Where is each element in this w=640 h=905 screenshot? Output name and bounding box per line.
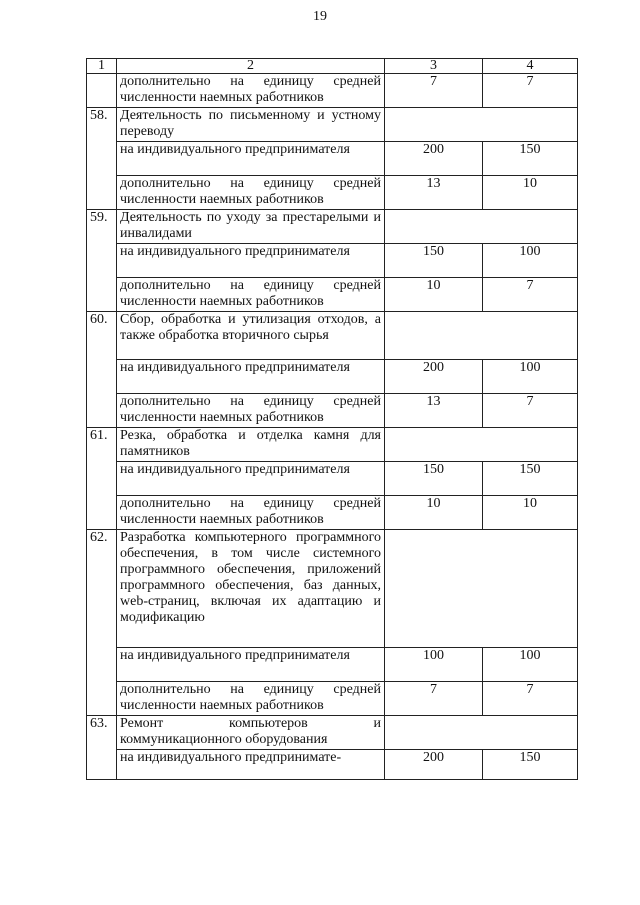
empty-value-cell: [385, 716, 578, 750]
row-text: на индивидуального предпринимателя: [117, 360, 385, 394]
row-number: [87, 682, 117, 716]
table-header-row: [87, 59, 578, 74]
empty-value-cell: [385, 428, 578, 462]
row-number: 58.: [87, 108, 117, 142]
table-row: [87, 428, 578, 462]
row-text: Сбор, обработка и утилизация отходов, а также обработка вторичного сырья: [117, 312, 385, 360]
table-row: [87, 278, 578, 312]
empty-value-cell: [385, 530, 578, 648]
row-number: [87, 648, 117, 682]
table-row: [87, 360, 578, 394]
row-text: на индивидуального предпринимателя: [117, 142, 385, 176]
row-number: 60.: [87, 312, 117, 360]
row-text: на индивидуального предпринимателя: [117, 244, 385, 278]
row-number: [87, 244, 117, 278]
tax-rates-table: [86, 58, 578, 780]
row-text: дополнительно на единицу средней численности наемных работников: [117, 496, 385, 530]
row-number: [87, 360, 117, 394]
rate-value: 10: [385, 496, 483, 530]
rate-value: 100: [483, 360, 578, 394]
rate-value: 100: [483, 648, 578, 682]
table-row: [87, 108, 578, 142]
row-text: дополнительно на единицу средней численности наемных работников: [117, 278, 385, 312]
rate-value: 13: [385, 394, 483, 428]
table-row: [87, 716, 578, 750]
rate-value: 150: [385, 244, 483, 278]
row-text: Резка, обработка и отделка камня для памятников: [117, 428, 385, 462]
row-number: [87, 176, 117, 210]
column-header: 1: [87, 59, 117, 74]
empty-value-cell: [385, 312, 578, 360]
rate-value: 150: [385, 462, 483, 496]
row-text: на индивидуального предпринимателя: [117, 648, 385, 682]
rate-value: 7: [483, 74, 578, 108]
table-row: [87, 750, 578, 780]
rate-value: 7: [483, 394, 578, 428]
page-number: 19: [313, 9, 327, 24]
rate-value: 200: [385, 360, 483, 394]
table-row: [87, 462, 578, 496]
rate-value: 10: [483, 176, 578, 210]
table-row: [87, 176, 578, 210]
table-row: [87, 648, 578, 682]
rate-value: 150: [483, 750, 578, 780]
row-number: 59.: [87, 210, 117, 244]
row-text: Деятельность по письменному и устному переводу: [117, 108, 385, 142]
row-text: на индивидуального предпринимателя: [117, 462, 385, 496]
row-text: дополнительно на единицу средней численности наемных работников: [117, 176, 385, 210]
table-row: [87, 74, 578, 108]
rate-value: 150: [483, 462, 578, 496]
row-number: [87, 278, 117, 312]
rate-value: 7: [483, 278, 578, 312]
row-text: Ремонт компьютеров и коммуникационного оборудования: [117, 716, 385, 750]
row-text: дополнительно на единицу средней численности наемных работников: [117, 682, 385, 716]
row-number: [87, 496, 117, 530]
rate-value: 200: [385, 750, 483, 780]
rate-value: 7: [483, 682, 578, 716]
rate-value: 10: [385, 278, 483, 312]
row-text: Деятельность по уходу за престарелыми и инвалидами: [117, 210, 385, 244]
table-row: [87, 312, 578, 360]
row-text: дополнительно на единицу средней численности наемных работников: [117, 394, 385, 428]
rate-value: 150: [483, 142, 578, 176]
row-number: [87, 462, 117, 496]
column-header: 2: [117, 59, 385, 74]
table-row: [87, 244, 578, 278]
row-number: [87, 74, 117, 108]
table-row: [87, 210, 578, 244]
row-number: [87, 394, 117, 428]
rate-value: 10: [483, 496, 578, 530]
row-number: 63.: [87, 716, 117, 750]
row-number: 62.: [87, 530, 117, 648]
row-number: 61.: [87, 428, 117, 462]
table-row: [87, 142, 578, 176]
rate-value: 100: [483, 244, 578, 278]
column-header: 3: [385, 59, 483, 74]
row-text: дополнительно на единицу средней численности наемных работников: [117, 74, 385, 108]
rate-value: 13: [385, 176, 483, 210]
rate-value: 100: [385, 648, 483, 682]
rate-value: 200: [385, 142, 483, 176]
table-row: [87, 394, 578, 428]
row-text: на индивидуального предпринимате-: [117, 750, 385, 780]
empty-value-cell: [385, 108, 578, 142]
row-number: [87, 750, 117, 780]
table-row: [87, 496, 578, 530]
table-row: [87, 682, 578, 716]
table-row: [87, 530, 578, 648]
rate-value: 7: [385, 74, 483, 108]
column-header: 4: [483, 59, 578, 74]
row-number: [87, 142, 117, 176]
row-text: Разработка компьютерного программного обеспечения, в том числе системного программного обеспечения, приложений программного обеспечения, баз данных, web-страниц, включая их адаптацию и модификацию: [117, 530, 385, 648]
rate-value: 7: [385, 682, 483, 716]
empty-value-cell: [385, 210, 578, 244]
